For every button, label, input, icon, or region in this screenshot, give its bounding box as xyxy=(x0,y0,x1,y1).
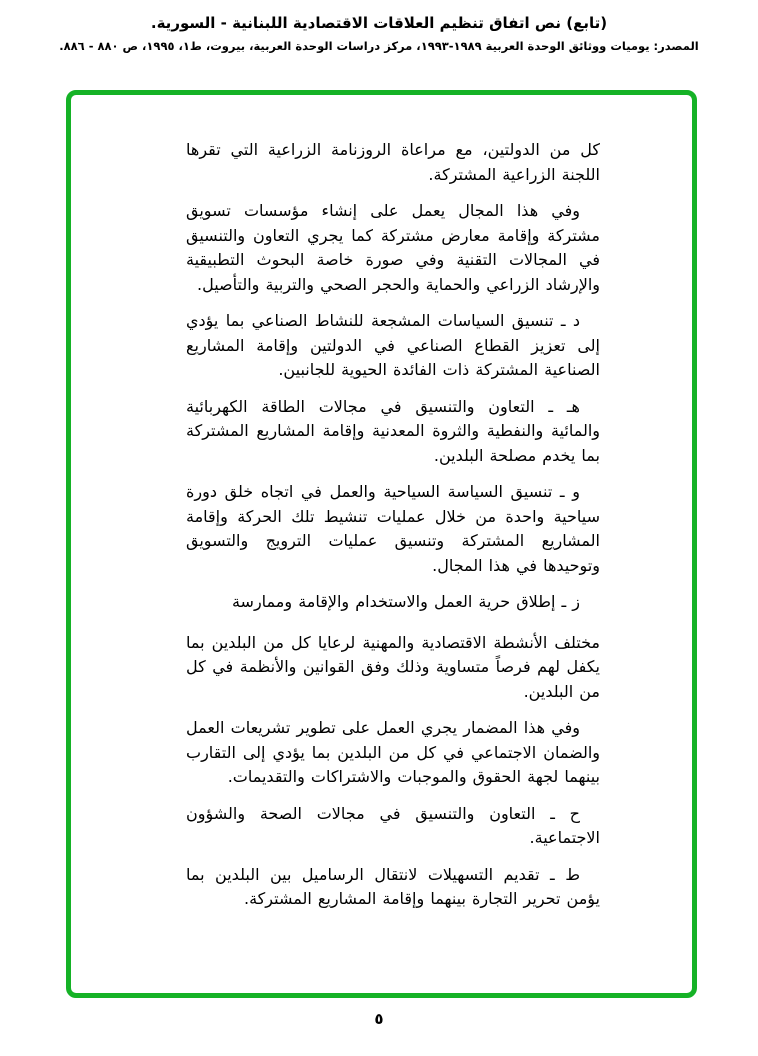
paragraph-item-zay: ز ـ إطلاق حرية العمل والاستخدام والإقامة وممارسة xyxy=(231,592,580,611)
page-number: ٥ xyxy=(374,1010,384,1028)
page-title: (تابع) نص اتفاق تنظيم العلاقات الاقتصادية اللبنانية - السورية. xyxy=(150,14,608,32)
paragraph-item-waw: و ـ تنسيق السياسة السياحية والعمل في اتجاه خلق دورة سياحية واحدة من خلال عمليات تنشيط تلك الحركة وإقامة المشاريع المشتركة وتنسيق عمليات الترويج والتسويق وتوحيدها في هذا المجال. xyxy=(186,482,600,575)
document-body xyxy=(71,95,692,993)
paragraph-legislation: وفي هذا المضمار يجري العمل على تطوير تشريعات العمل والضمان الاجتماعي في كل من البلدين بما يؤدي إلى التقارب بينهما لجهة الحقوق والموجبات والاشتراكات والتقديمات. xyxy=(186,718,600,786)
paragraph-item-tta: ط ـ تقديم التسهيلات لانتقال الرساميل بين البلدين بما يؤمن تحرير التجارة بينهما وإقامة المشاريع المشتركة. xyxy=(186,864,600,908)
paragraph-item-hha: ح ـ التعاون والتنسيق في مجالات الصحة والشؤون الاجتماعية. xyxy=(186,803,600,847)
paragraph-item-ha: هـ ـ التعاون والتنسيق في مجالات الطاقة الكهربائية والمائية والنفطية والثروة المعدنية وإقامة المشاريع المشتركة بما يخدم مصلحة البلدين. xyxy=(186,396,600,465)
paragraph-marketing: وفي هذا المجال يعمل على إنشاء مؤسسات تسويق مشتركة وإقامة معارض مشتركة كما يجري التعاون والتنسيق في المجالات التقنية وفي صورة خاصة البحوث التطبيقية والإرشاد الزراعي والحماية والحجر الصحي والتربية والتأصيل. xyxy=(186,201,600,294)
document-header xyxy=(0,14,758,53)
paragraph-continuation: كل من الدولتين، مع مراعاة الروزنامة الزراعية التي تقرها اللجنة الزراعية المشتركة. xyxy=(186,140,600,184)
document-frame xyxy=(66,90,697,998)
source-citation: المصدر: يوميات ووثائق الوحدة العربية ١٩٨٩-١٩٩٣، مركز دراسات الوحدة العربية، بيروت، ط١، ١٩٩٥، ص ٨٨٠ - ٨٨٦. xyxy=(59,39,699,53)
paragraph-item-zay-continuation: مختلف الأنشطة الاقتصادية والمهنية لرعايا كل من البلدين بما يكفل لهم فرصاً متساوية وذلك وفق القوانين والأنظمة في كل من البلدين. xyxy=(186,632,600,701)
paragraph-item-dal: د ـ تنسيق السياسات المشجعة للنشاط الصناعي بما يؤدي إلى تعزيز القطاع الصناعي في الدولتين وإقامة المشاريع الصناعية المشتركة ذات الفائدة الحيوية للجانبين. xyxy=(186,311,600,379)
